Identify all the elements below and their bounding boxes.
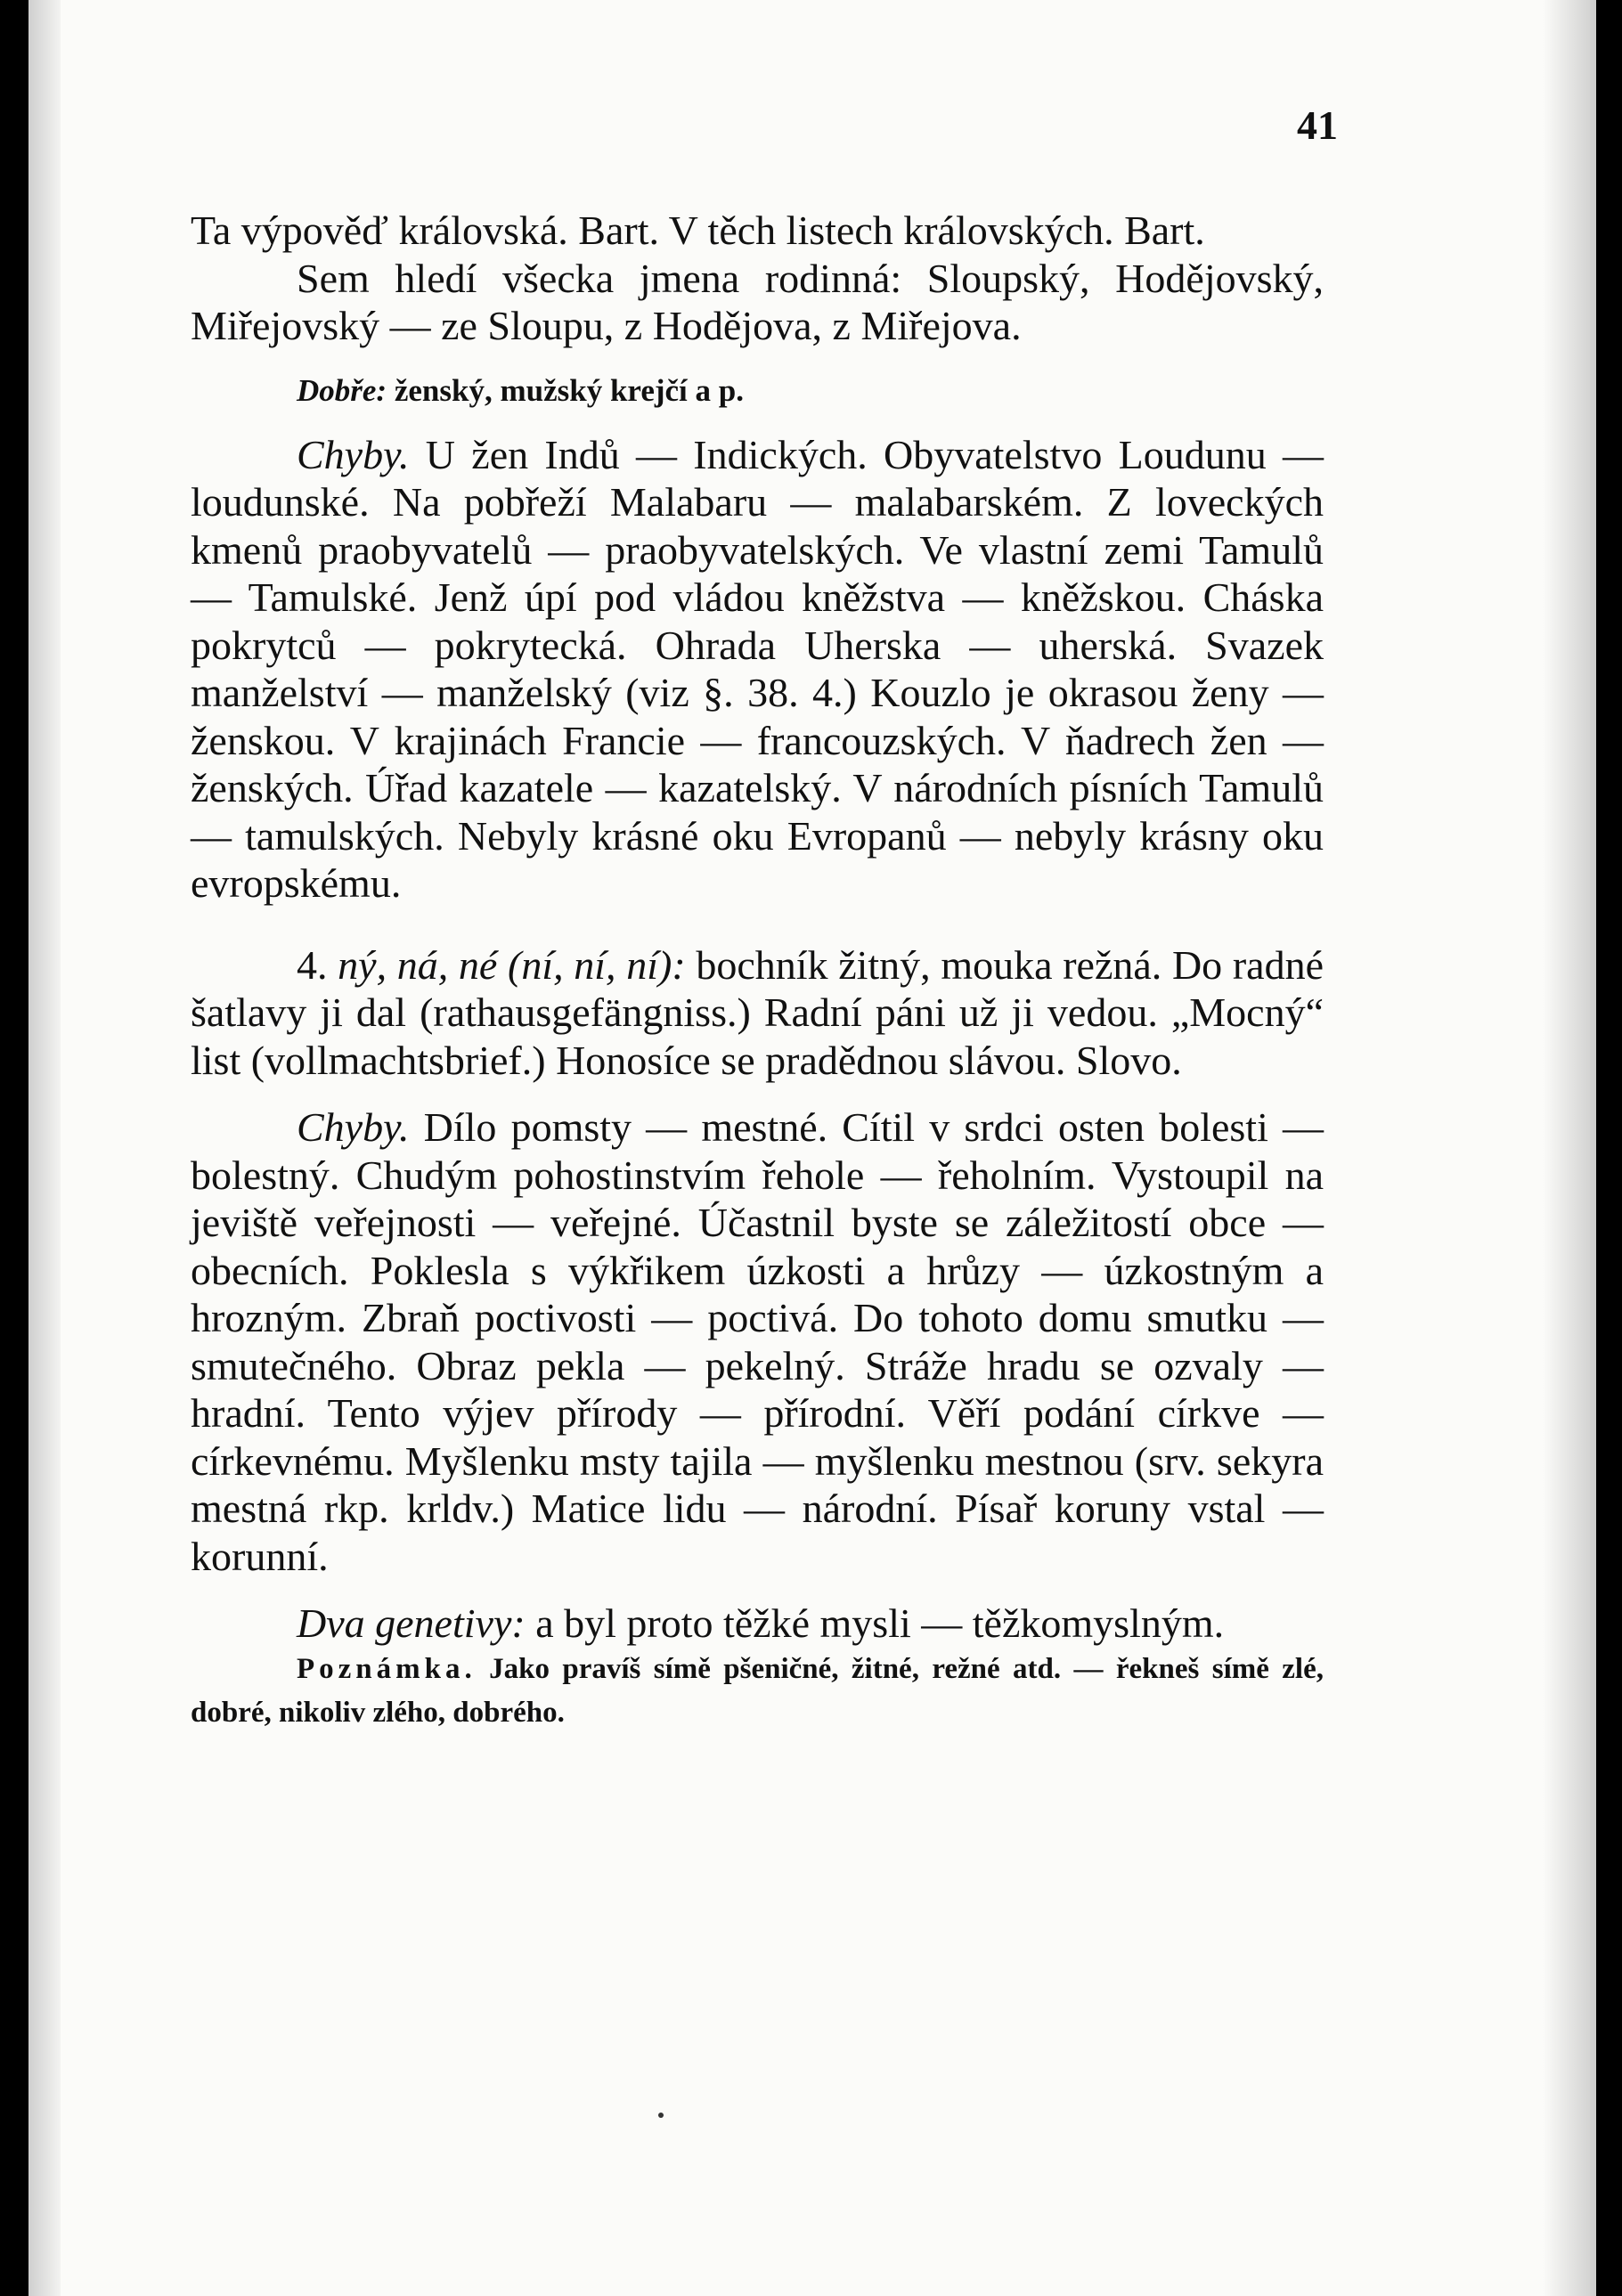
page-body: [191, 207, 1324, 1735]
paragraph-section-4: [191, 941, 1324, 1085]
paragraph-1: Ta výpověď královská. Bart. V těch listech královských. Bart.: [191, 208, 1205, 253]
footnote-text: Jako pravíš símě pšeničné, žitné, režné atd. — řekneš símě zlé, dobré, nikoliv zlého, dobrého.: [191, 1652, 1324, 1729]
paragraph-errors-2-text: Dílo pomsty — mestné. Cítil v srdci osten bolesti — bolestný. Chudým pohostinstvím řehole — řeholním. Vystoupil na jeviště veřejnosti — veřejné. Účastnil byste se záležitostí obce — obecních. Poklesla s výkřikem úzkosti a hrůzy — úzkostným a hrozným. Zbraň poctivosti — poctivá. Do tohoto domu smutku — smutečného. Obraz pekla — pekelný. Stráže hradu se ozvaly — hradní. Tento výjev přírody — přírodní. Věří podání církve — církevnému. Myšlenku msty tajila — myšlenku mestnou (srv. sekyra mestná rkp. krldv.) Matice lidu — národní. Písař koruny vstal — korunní.: [191, 1104, 1324, 1579]
section-number: 4.: [297, 941, 328, 988]
paragraph-2: Sem hledí všecka jmena rodinná: Sloupský, Hodějovský, Miřejovský — ze Sloupu, z Hodějova, z Miřejova.: [191, 255, 1324, 348]
paragraph-errors-1-text: U žen Indů — Indických. Obyvatelstvo Loudunu — loudunské. Na pobřeží Malabaru — malabarském. Z loveckých kmenů praobyvatelů — praobyvatelských. Ve vlastní zemi Tamulů — Tamulské. Jenž úpí pod vládou kněžstva — kněžskou. Cháska pokrytců — pokrytecká. Ohrada Uherska — uherská. Svazek manželství — manželský (viz §. 38. 4.) Kouzlo je okrasou ženy — ženskou. V krajinách Francie — francouzských. V ňadrech žen — ženských. Úřad kazatele — kazatelský. V národních písních Tamulů — tamulských. Nebyly krásné oku Evropanů — nebyly krásny oku evropskému.: [191, 431, 1324, 906]
footnote: [191, 1648, 1324, 1735]
book-page: [29, 0, 1596, 2296]
paragraph-section-4-text: bochník žitný, mouka režná. Do radné šatlavy ji dal (rathausgefängniss.) Radní páni už ji vedou. „Mocný“ list (vollmachtsbrief.) Honosíce se pradědnou slávou. Slovo.: [191, 941, 1324, 1083]
paragraph-errors-2: [191, 1103, 1324, 1580]
paragraph-two-genitives: [191, 1600, 1324, 1648]
paragraph-two-genitives-lead: Dva genetivy:: [297, 1600, 526, 1646]
page-number: 41: [1297, 102, 1338, 148]
paragraph-good-examples-lead: Dobře:: [297, 372, 387, 408]
paragraph-errors-2-lead: Chyby.: [297, 1104, 410, 1150]
paragraph-two-genitives-text: a byl proto těžké mysli — těžkomyslným.: [525, 1600, 1225, 1646]
paragraph-errors-1: [191, 431, 1324, 908]
paragraph-good-examples: [191, 370, 1324, 411]
paragraph-good-examples-text: ženský, mužský krejčí a p.: [387, 372, 744, 408]
page-edge-shadow: [1543, 0, 1596, 2296]
ink-speck: [658, 2113, 664, 2118]
paragraph-errors-1-lead: Chyby.: [297, 431, 410, 477]
footnote-label: Poznámka.: [297, 1652, 477, 1685]
paragraph-section-4-lead: ný, ná, né (ní, ní, ní):: [338, 941, 686, 988]
page-binding-shadow: [29, 0, 61, 2296]
